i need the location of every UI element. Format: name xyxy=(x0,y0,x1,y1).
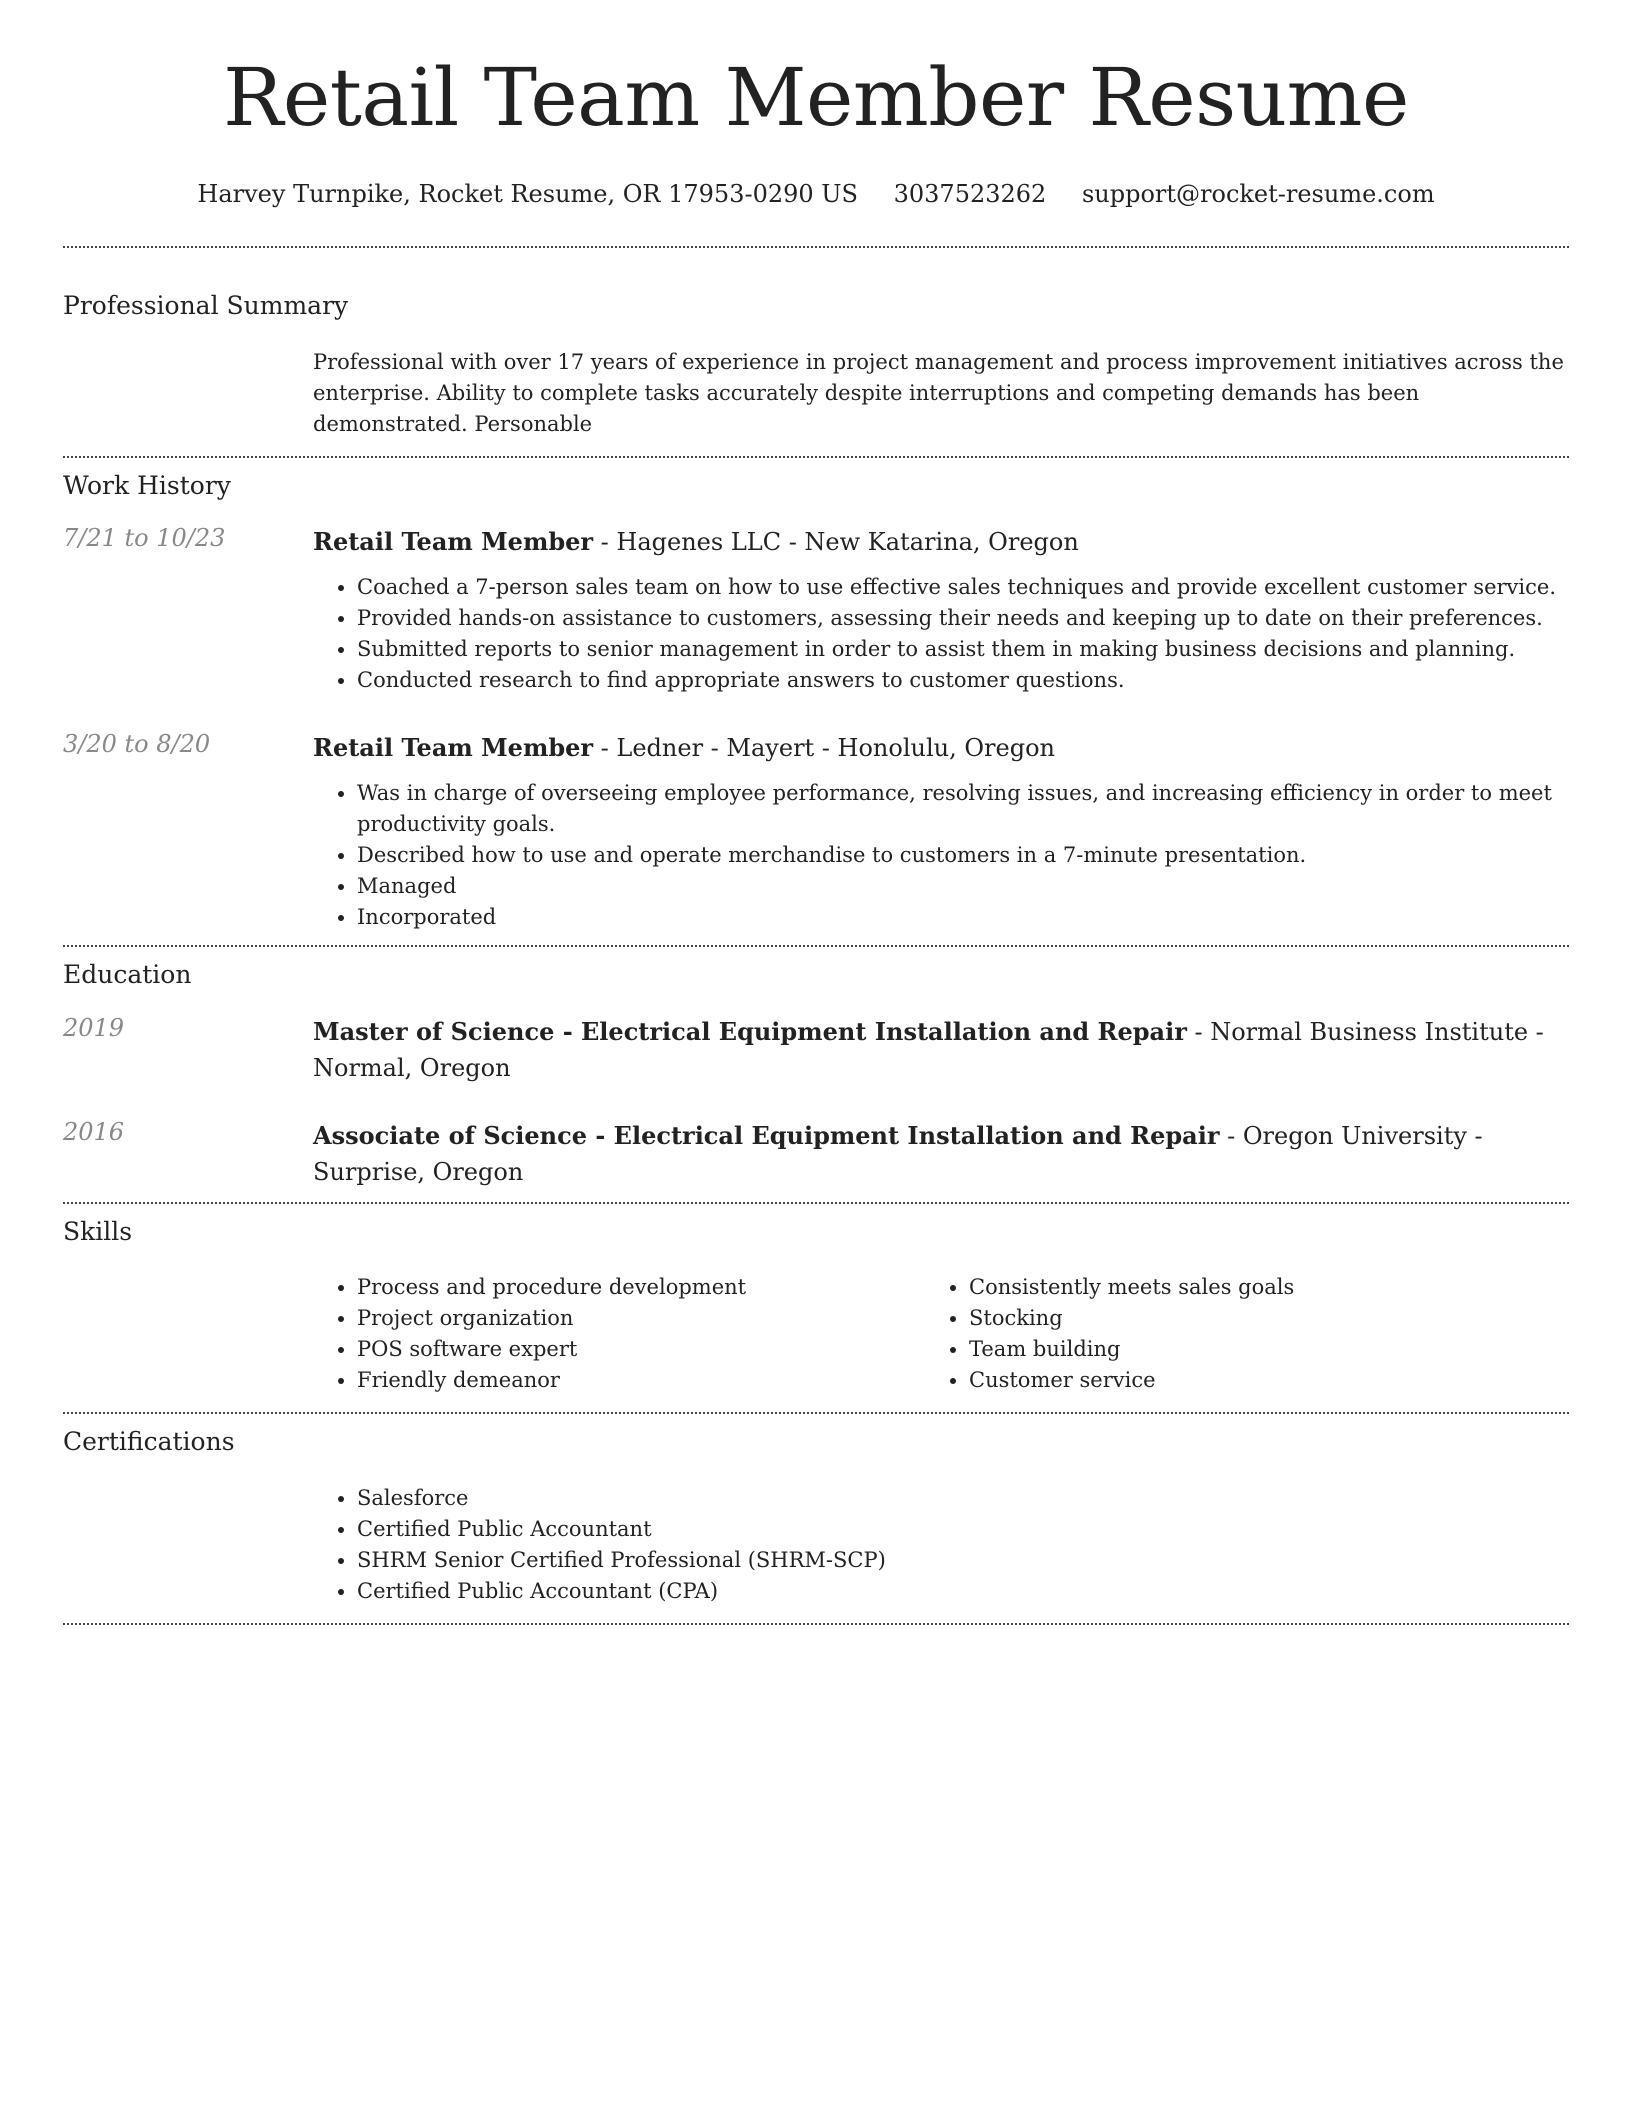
list-item: • SHRM Senior Certified Professional (SHRM-SCP) xyxy=(357,1545,1569,1576)
list-item: • Was in charge of overseeing employee performance, resolving issues, and increasing efficiency in order to meet productivity goals. xyxy=(357,778,1569,840)
list-item: • Described how to use and operate merchandise to customers in a 7-minute presentation. xyxy=(357,840,1569,871)
list-item: • Consistently meets sales goals xyxy=(969,1272,1537,1303)
contact-email: support@rocket-resume.com xyxy=(1081,180,1435,208)
section-title-summary: Professional Summary xyxy=(63,291,349,320)
work-section xyxy=(63,458,1569,946)
list-item: • Stocking xyxy=(969,1303,1537,1334)
job-entry xyxy=(63,524,1569,696)
list-item: • Team building xyxy=(969,1334,1537,1365)
list-item: • Incorporated xyxy=(357,902,1569,933)
job-details: - Ledner - Mayert - Honolulu, Oregon xyxy=(593,734,1055,762)
list-item: • Customer service xyxy=(969,1365,1537,1396)
summary-text: Professional with over 17 years of experience in project management and process improvement initiatives across the enterprise. Ability to complete tasks accurately despite interruptions and competing demands has been demonstrated. Personable xyxy=(313,349,1564,436)
job-dates: 7/21 to 10/23 xyxy=(63,524,226,552)
job-heading xyxy=(313,730,1569,766)
education-year: 2019 xyxy=(63,1013,125,1042)
certifications-section xyxy=(63,1414,1569,1623)
job-bullets xyxy=(313,778,1569,933)
list-item: • Salesforce xyxy=(357,1483,1569,1514)
summary-section xyxy=(63,248,1569,456)
list-item: • POS software expert xyxy=(357,1334,925,1365)
skills-columns xyxy=(313,1272,1569,1396)
job-bullets xyxy=(313,572,1569,696)
list-item: • Provided hands-on assistance to customers, assessing their needs and keeping up to date on their preferences. xyxy=(357,603,1569,634)
education-entry xyxy=(63,1014,1569,1086)
list-item: • Managed xyxy=(357,871,1569,902)
list-item: • Conducted research to find appropriate answers to customer questions. xyxy=(357,665,1569,696)
skills-list-right xyxy=(925,1272,1537,1396)
section-title-skills: Skills xyxy=(63,1216,133,1246)
divider xyxy=(63,1623,1569,1625)
section-title-certifications: Certifications xyxy=(63,1427,235,1456)
job-details: - Hagenes LLC - New Katarina, Oregon xyxy=(593,528,1079,556)
list-item: • Coached a 7-person sales team on how to use effective sales techniques and provide excellent customer service. xyxy=(357,572,1569,603)
list-item: • Certified Public Accountant (CPA) xyxy=(357,1576,1569,1607)
list-item: • Submitted reports to senior management in order to assist them in making business decisions and planning. xyxy=(357,634,1569,665)
section-title-education: Education xyxy=(63,960,192,989)
job-title: Retail Team Member xyxy=(313,527,594,556)
education-details: - Normal Business Institute - Normal, Oregon xyxy=(313,1017,1544,1082)
list-item: • Project organization xyxy=(357,1303,925,1334)
education-entry xyxy=(63,1118,1569,1190)
education-degree: Master of Science - Electrical Equipment Installation and Repair xyxy=(313,1016,1187,1046)
resume-title: Retail Team Member Resume xyxy=(223,51,1409,144)
section-title-work: Work History xyxy=(63,470,231,500)
education-degree: Associate of Science - Electrical Equipment Installation and Repair xyxy=(313,1120,1220,1150)
contact-phone: 3037523262 xyxy=(893,180,1047,208)
list-item: • Process and procedure development xyxy=(357,1272,925,1303)
education-details: - Oregon University - Surprise, Oregon xyxy=(313,1121,1483,1186)
list-item: • Certified Public Accountant xyxy=(357,1514,1569,1545)
job-title: Retail Team Member xyxy=(313,733,594,762)
job-heading xyxy=(313,524,1569,560)
contact-line xyxy=(63,180,1569,208)
list-item: • Friendly demeanor xyxy=(357,1365,925,1396)
job-dates: 3/20 to 8/20 xyxy=(63,730,211,758)
contact-address: Harvey Turnpike, Rocket Resume, OR 17953-0290 US xyxy=(197,180,858,208)
education-section xyxy=(63,947,1569,1202)
skills-list-left xyxy=(313,1272,925,1396)
job-entry xyxy=(63,730,1569,933)
certifications-list xyxy=(313,1483,1569,1607)
skills-section xyxy=(63,1204,1569,1413)
education-year: 2016 xyxy=(63,1117,125,1146)
